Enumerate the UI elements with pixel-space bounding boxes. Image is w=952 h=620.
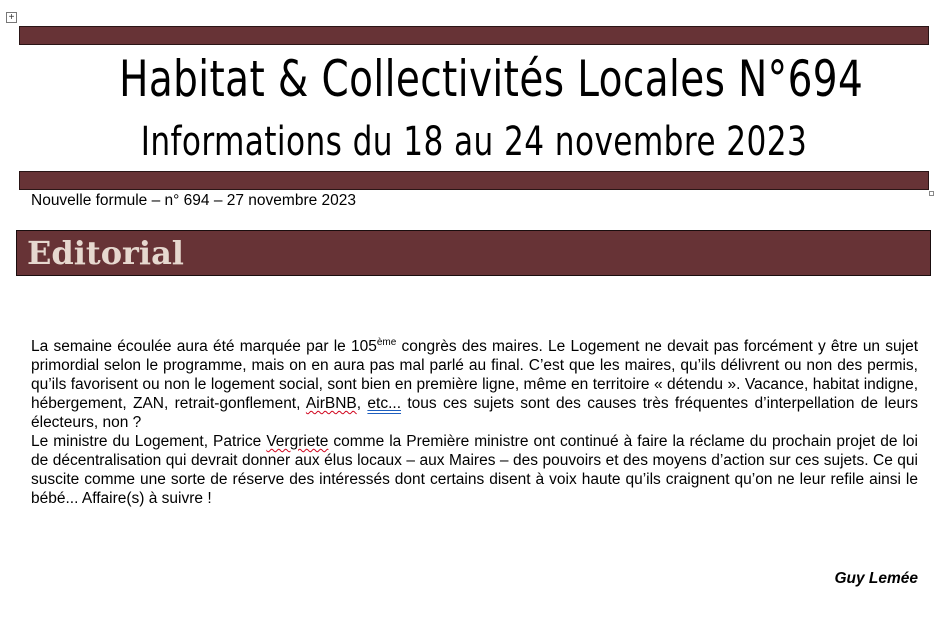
text-run: tous ces sujets sont des causes très fréquentes d’interpellation de leurs électeurs, non ?: [31, 395, 918, 431]
header-top-bar: [19, 26, 929, 45]
text-run: congrès des maires. Le Logement ne devait pas forcément y être un sujet primordial selon le programme, mais on en aura pas mal parlé au final. C’est que les maires, qu’ils délivrent ou non des permis, qu’ils favorisent ou non le logement social, sont bien en première ligne, même en territoire « détendu ». Vacance, habitat indigne, hébergement, ZAN, retrait-gonflement,: [31, 338, 918, 412]
edition-line: Nouvelle formule – n° 694 – 27 novembre 2023: [31, 192, 357, 209]
header-bottom-bar: [19, 171, 929, 190]
editorial-body[interactable]: [31, 337, 918, 508]
spelling-flag-airbnb[interactable]: AirBNB: [305, 395, 357, 412]
text-run: ,: [356, 395, 368, 412]
author-signature: Guy Lemée: [834, 570, 918, 587]
spelling-flag-vergriete[interactable]: Vergriete: [266, 433, 329, 450]
newsletter-title: Habitat & Collectivités Locales N°694: [119, 50, 864, 108]
table-resize-handle[interactable]: [929, 191, 934, 196]
text-run: Le ministre du Logement, Patrice: [31, 433, 267, 450]
grammar-flag-etc[interactable]: etc...: [367, 395, 402, 412]
section-title: Editorial: [27, 234, 184, 272]
paragraph-2[interactable]: [31, 432, 918, 508]
superscript: ème: [376, 336, 397, 348]
text-run: La semaine écoulée aura été marquée par le 105: [31, 338, 377, 355]
text-run: comme la Première ministre ont continué à faire la réclame du prochain projet de loi de décentralisation qui devrait donner aux élus locaux – aux Maires – des pouvoirs et des moyens d’action sur ces sujets. Ce qui suscite comme une sorte de réserve des intéressés dont certains disent à voix haute qu’ils craignent qu’on ne leur refile ainsi le bébé... Affaire(s) à suivre !: [31, 433, 918, 507]
newsletter-subtitle: Informations du 18 au 24 novembre 2023: [140, 119, 808, 165]
table-move-handle-icon[interactable]: +: [6, 12, 17, 23]
paragraph-1[interactable]: [31, 337, 918, 432]
section-banner: [16, 230, 931, 276]
